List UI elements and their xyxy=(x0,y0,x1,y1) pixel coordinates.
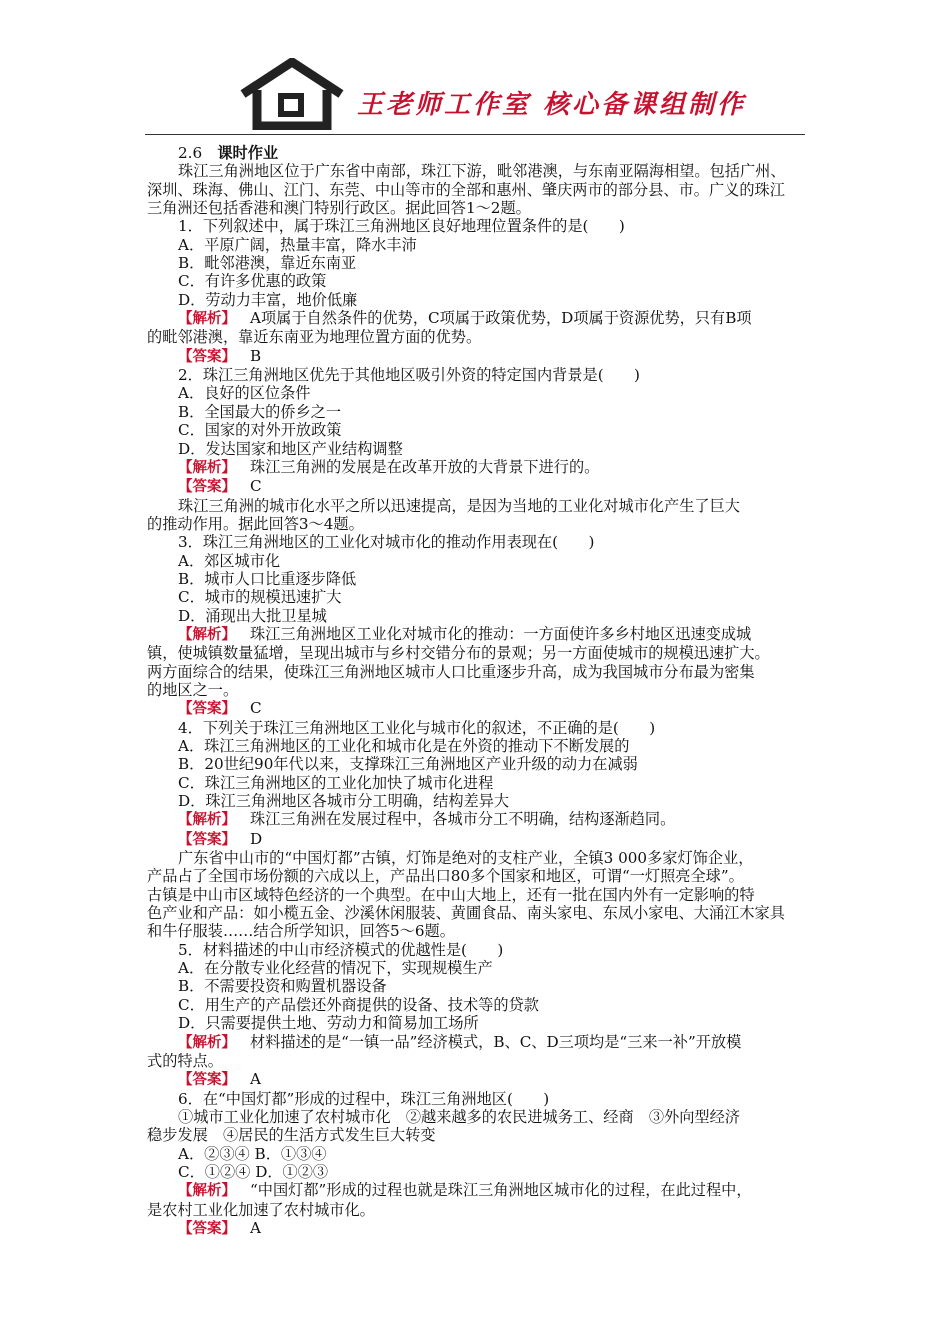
analysis-text: “中国灯都”形成的过程也就是珠江三角洲地区城市化的过程，在此过程中， xyxy=(250,1181,752,1200)
text-line: 的毗邻港澳，靠近东南亚为地理位置方面的优势。 xyxy=(147,328,482,347)
text-line: A．郊区城市化 xyxy=(178,551,281,570)
question-lines xyxy=(147,162,807,1238)
answer-line xyxy=(147,830,807,849)
text-line: 珠江三角洲地区位于广东省中南部，珠江下游，毗邻港澳，与东南亚隔海相望。包括广州、 xyxy=(178,162,786,181)
answer-tag: 【答案】 xyxy=(178,1072,236,1089)
text-line: B．毗邻港澳，靠近东南亚 xyxy=(178,254,357,273)
text-line: D．劳动力丰富，地价低廉 xyxy=(178,290,358,309)
analysis-text: 珠江三角洲在发展过程中，各城市分工不明确，结构逐渐趋同。 xyxy=(250,810,676,829)
text-line: 3．珠江三角洲地区的工业化对城市化的推动作用表现在( ) xyxy=(178,533,595,552)
text-line: 古镇是中山市区域特色经济的一个典型。在中山大地上，还有一批在国内外有一定影响的特 xyxy=(147,885,755,904)
answer-tag: 【答案】 xyxy=(178,831,236,848)
section-heading xyxy=(147,144,807,162)
analysis-line xyxy=(147,625,807,644)
analysis-line xyxy=(147,810,807,829)
text-line: 6．在“中国灯都”形成的过程中，珠江三角洲地区( ) xyxy=(178,1089,550,1108)
text-line: 是农村工业化加速了农村城市化。 xyxy=(147,1200,375,1219)
text-line: A．良好的区位条件 xyxy=(178,384,311,403)
text-line: 1．下列叙述中，属于珠江三角洲地区良好地理位置条件的是( ) xyxy=(178,217,625,236)
page-header xyxy=(145,58,805,136)
text-line: D．发达国家和地区产业结构调整 xyxy=(178,439,403,458)
text-line: 稳步发展 ④居民的生活方式发生巨大转变 xyxy=(147,1126,436,1145)
answer-tag: 【答案】 xyxy=(178,701,236,718)
text-line: B．20世纪90年代以来，支撑珠江三角洲地区产业升级的动力在减弱 xyxy=(178,755,638,774)
analysis-line xyxy=(147,309,807,328)
analysis-tag: 【解析】 xyxy=(178,311,236,328)
text-line: C．用生产的产品偿还外商提供的设备、技术等的贷款 xyxy=(178,995,539,1014)
text-line: D．只需要提供土地、劳动力和简易加工场所 xyxy=(178,1014,479,1033)
text-line: 镇，使城镇数量猛增，呈现出城市与乡村交错分布的景观；另一方面使城市的规模迅速扩大。 xyxy=(147,644,770,663)
answer-line xyxy=(147,477,807,496)
answer-tag: 【答案】 xyxy=(178,348,236,365)
text-line: 式的特点。 xyxy=(147,1051,223,1070)
text-line: A．珠江三角洲地区的工业化和城市化是在外资的推动下不断发展的 xyxy=(178,737,630,755)
header-divider xyxy=(145,134,805,135)
text-line: 两方面综合的结果，使珠江三角洲地区城市人口比重逐步升高，成为我国城市分布最为密集 xyxy=(147,662,755,681)
text-line: A．在分散专业化经营的情况下，实现规模生产 xyxy=(178,959,493,978)
text-line: 和牛仔服装……结合所学知识，回答5～6题。 xyxy=(147,922,455,941)
text-line: A．平原广阔，热量丰富，降水丰沛 xyxy=(178,235,417,254)
text-line: 广东省中山市的“中国灯都”古镇，灯饰是绝对的支柱产业，全镇3 000多家灯饰企业， xyxy=(178,849,754,868)
text-line: D．涌现出大批卫星城 xyxy=(178,606,327,625)
analysis-tag: 【解析】 xyxy=(178,812,236,829)
analysis-text: 珠江三角洲的发展是在改革开放的大背景下进行的。 xyxy=(250,457,600,476)
text-line: C．①②④ D．①②③ xyxy=(178,1162,329,1181)
text-line: 深圳、珠海、佛山、江门、东莞、中山等市的全部和惠州、肇庆两市的部分县、市。广义的珠江 xyxy=(147,180,785,199)
text-line: B．不需要投资和购置机器设备 xyxy=(178,977,387,996)
text-line: 4．下列关于珠江三角洲地区工业化与城市化的叙述，不正确的是( ) xyxy=(178,718,656,737)
analysis-tag: 【解析】 xyxy=(178,626,236,643)
answer-value: A xyxy=(250,1218,261,1237)
brand-text: 王老师工作室 核心备课组制作 xyxy=(357,90,747,120)
analysis-line xyxy=(147,1033,807,1052)
house-icon xyxy=(237,58,347,130)
analysis-text: 珠江三角洲地区工业化对城市化的推动：一方面使许多乡村地区迅速变成城 xyxy=(250,624,752,643)
answer-value: C xyxy=(250,699,262,718)
text-line: 三角洲还包括香港和澳门特别行政区。据此回答1～2题。 xyxy=(147,199,531,218)
analysis-text: A项属于自然条件的优势，C项属于政策优势，D项属于资源优势，只有B项 xyxy=(250,309,752,328)
answer-value: B xyxy=(250,346,262,365)
text-line: 的地区之一。 xyxy=(147,680,239,699)
text-line: C．国家的对外开放政策 xyxy=(178,421,342,440)
section-title: 课时作业 xyxy=(217,144,279,162)
text-line: C．有许多优惠的政策 xyxy=(178,272,327,291)
answer-line xyxy=(147,347,807,366)
text-line: C．城市的规模迅速扩大 xyxy=(178,588,342,607)
document-body xyxy=(147,144,807,1238)
analysis-line xyxy=(147,1181,807,1200)
answer-line xyxy=(147,1219,807,1238)
text-line: ①城市工业化加速了农村城市化 ②越来越多的农民进城务工、经商 ③外向型经济 xyxy=(178,1107,740,1126)
answer-line xyxy=(147,1070,807,1089)
text-line: B．城市人口比重逐步降低 xyxy=(178,569,357,588)
answer-value: D xyxy=(250,829,263,848)
analysis-tag: 【解析】 xyxy=(178,1183,236,1200)
text-line: A．②③④ B．①③④ xyxy=(178,1144,327,1163)
answer-value: A xyxy=(250,1070,261,1089)
text-line: 的推动作用。据此回答3～4题。 xyxy=(147,514,364,533)
text-line: 色产业和产品：如小榄五金、沙溪休闲服装、黄圃食品、南头家电、东凤小家电、大涌江木家具 xyxy=(147,904,785,923)
answer-line xyxy=(147,699,807,718)
text-line: 珠江三角洲的城市化水平之所以迅速提高，是因为当地的工业化对城市化产生了巨大 xyxy=(178,496,740,515)
section-number: 2.6 xyxy=(178,144,203,162)
text-line: 2．珠江三角洲地区优先于其他地区吸引外资的特定国内背景是( ) xyxy=(178,366,640,385)
text-line: 5．材料描述的中山市经济模式的优越性是( ) xyxy=(178,940,504,959)
text-line: 产品占了全国市场份额的六成以上，产品出口80多个国家和地区，可谓“一灯照亮全球”。 xyxy=(147,867,744,886)
text-line: D．珠江三角洲地区各城市分工明确，结构差异大 xyxy=(178,792,510,811)
text-line: B．全国最大的侨乡之一 xyxy=(178,402,342,421)
text-line: C．珠江三角洲地区的工业化加快了城市化进程 xyxy=(178,773,494,792)
analysis-tag: 【解析】 xyxy=(178,459,236,476)
answer-tag: 【答案】 xyxy=(178,479,236,496)
analysis-text: 材料描述的是“一镇一品”经济模式，B、C、D三项均是“三来一补”开放模 xyxy=(250,1032,742,1051)
analysis-tag: 【解析】 xyxy=(178,1034,236,1051)
analysis-line xyxy=(147,458,807,477)
answer-value: C xyxy=(250,477,262,496)
answer-tag: 【答案】 xyxy=(178,1220,236,1237)
